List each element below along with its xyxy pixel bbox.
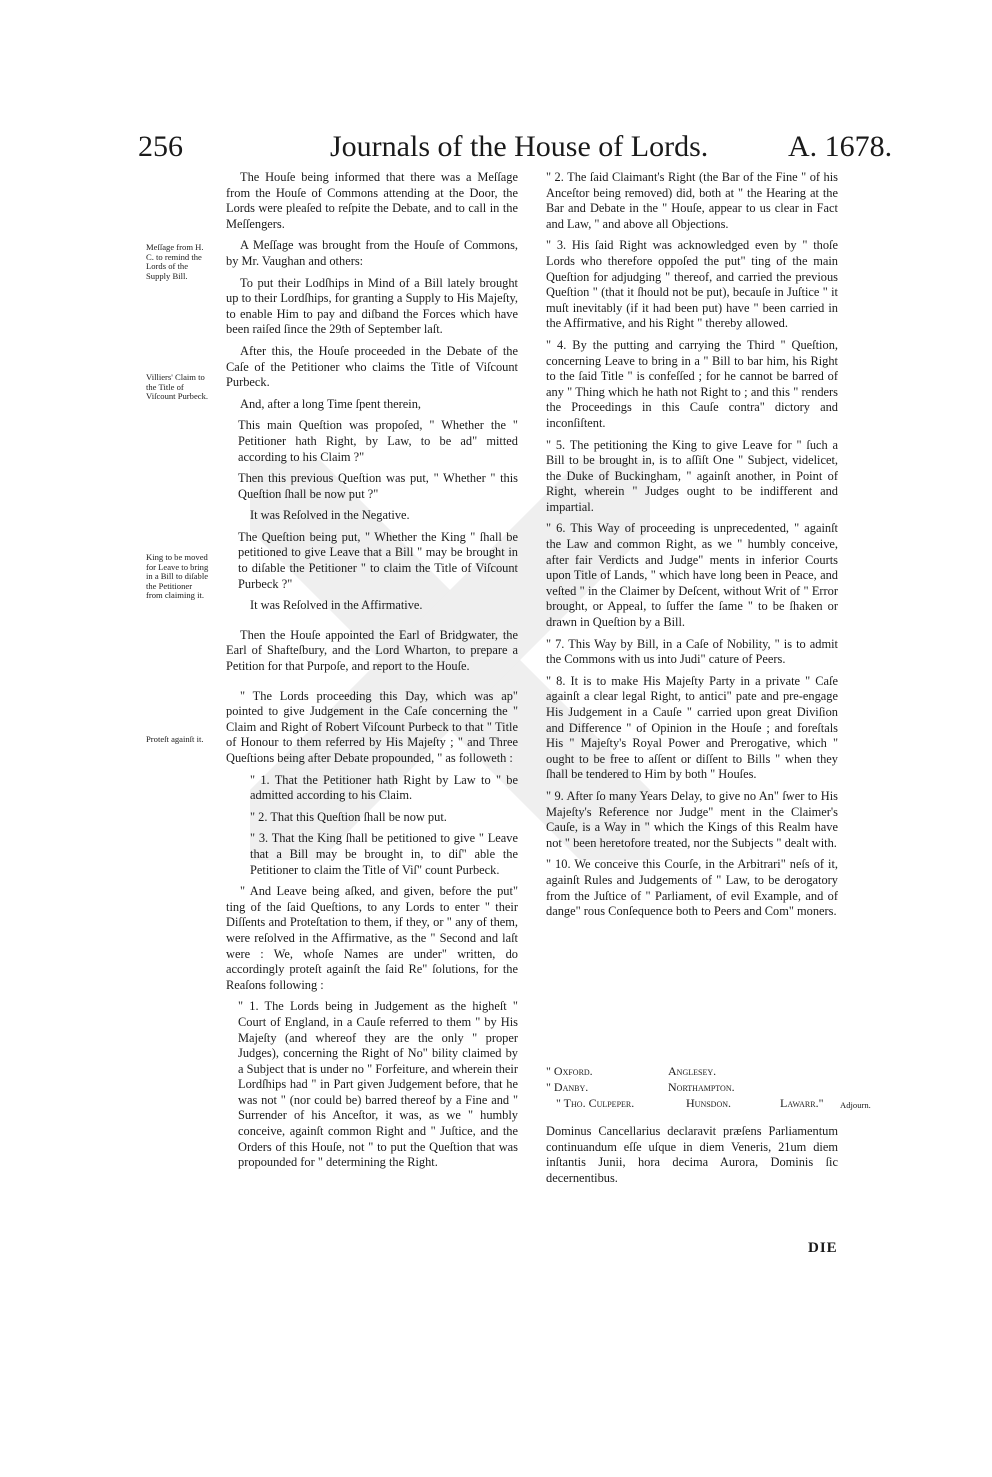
margin-note: King to be moved for Leave to bring in a Bill to diſable the Petitioner from claiming it. bbox=[146, 552, 209, 601]
margin-note: Proteſt againſt it. bbox=[146, 734, 204, 744]
page-title: Journals of the House of Lords. bbox=[330, 130, 709, 163]
paragraph: " 1. That the Petitioner hath Right by Law to " be admitted according to his Claim. bbox=[250, 772, 518, 803]
left-column bbox=[226, 170, 518, 1177]
signature: " Tho. Culpeper. bbox=[556, 1096, 635, 1110]
paragraph: " 5. The petitioning the King to give Leave for " ſuch a Bill to be brought in, is to aſſiſt One " Subject, videlicet, the Duke of Buckingham, " againſt another, in Point of Right, wherein " Judges ought to be indifferent and impartial. bbox=[546, 437, 838, 514]
paragraph: " 3. His ſaid Right was acknowledged even by " thoſe Lords who therefore oppoſed the put" ting of the main Queſtion for adjudging " thereof, and carried the previous Queſtion " (that it ſhould not be put), becauſe in Juſtice " it muſt inevitably (if it had been put) have " been carried in the Affirmative, and his Right " thereby allowed. bbox=[546, 238, 838, 331]
paragraph: It was Reſolved in the Affirmative. bbox=[250, 598, 423, 613]
paragraph: To put their Lodſhips in Mind of a Bill lately brought up to their Lordſhips, for granting a Supply to His Majeſty, to enable Him to pay and diſband the Forces which have been raiſed ſince the 29th of September laſt. bbox=[226, 275, 518, 337]
year: A. 1678. bbox=[788, 130, 893, 163]
right-column bbox=[546, 170, 838, 926]
paragraph: " 10. We conceive this Courſe, in the Arbitrari" neſs of it, againſt Rules and Judgements of " Law, to be derogatory from the Juſtice of " Parliament, of evil Example, and of dange" rous Conſequence both to Peers and Com" moners. bbox=[546, 857, 838, 919]
paragraph: " 2. That this Queſtion ſhall be now put. bbox=[250, 809, 447, 824]
paragraph: Then the Houſe appointed the Earl of Bridgwater, the Earl of Shafteſbury, and the Lord Wharton, to prepare a Petition for that Purpoſe, and report to the Houſe. bbox=[226, 627, 518, 674]
signature: Hunsdon. bbox=[686, 1096, 732, 1110]
paragraph: " 4. By the putting and carrying the Third " Queſtion, concerning Leave to bring in a " Bill to bar him, his Right to the ſaid Title " is confeſſed ; for he cannot be barred of any " Thing which he hath not Right to ; and this " renders the Proceedings in this Cauſe contra" dictory and inconſiſtent. bbox=[546, 337, 838, 430]
paragraph: A Meſſage was brought from the Houſe of Commons, by Mr. Vaughan and others: bbox=[226, 238, 518, 268]
catchword: DIE bbox=[808, 1240, 838, 1256]
signature: Northampton. bbox=[668, 1080, 735, 1094]
signature: Anglesey. bbox=[668, 1064, 717, 1078]
paragraph: After this, the Houſe proceeded in the Debate of the Caſe of the Petitioner who claims the Title of Viſcount Purbeck. bbox=[226, 343, 518, 390]
paragraph: " 8. It is to make His Majeſty Party in a private " Caſe againſt a clear legal Right, to antici" pate and pre-engage His Judgement in a Cauſe " carried upon great Diviſion and Difference " of Opinion in the Houſe ; and foreſtals His " Majeſty's Royal Power and Prerogative, which " ought to be free to aſſent or diſſent to Bills " when they ſhall be tendered to Him by both " Houſes. bbox=[546, 673, 838, 782]
paragraph: " 9. After ſo many Years Delay, to give no An" ſwer to His Majeſty's Reference nor Judge" ment in the Claimer's Cauſe, is a Way in " which the Kings of this Realm have not " been heretofore treated, nor the Subjects " dealt with. bbox=[546, 788, 838, 850]
margin-note: Villiers' Claim to the Title of Viſcount Purbeck. bbox=[146, 372, 209, 402]
paragraph: The Queſtion being put, " Whether the King " ſhall be petitioned to give Leave that a Bill " may be brought in to diſable the Petitioner " to claim the Title of Viſcount Purbeck ?" bbox=[238, 529, 518, 591]
paragraph: " 3. That the King ſhall be petitioned to give " Leave that a Bill may be brought in, to diſ" able the Petitioner to claim the Title of Viſ" count Purbeck. bbox=[250, 831, 518, 877]
margin-note: Adjourn. bbox=[840, 1100, 871, 1110]
signature: " Danby. bbox=[546, 1080, 589, 1094]
signature: " Oxford. bbox=[546, 1064, 593, 1078]
adjournment-text: Dominus Cancellarius declaravit præſens Parliamentum continuandum eſſe uſque in diem Veneris, 21um diem inſtantis Junii, hora decima Aurora, Dominis ſic decernentibus. bbox=[546, 1124, 838, 1185]
paragraph: " And Leave being aſked, and given, before the put" ting of the ſaid Queſtions, to any Lords to enter " their Diſſents and Proteſtation to them, if they, or " any of them, were reſolved in the Affirmative, as the " Second and laſt were : We, whoſe Names are under" written, do accordingly proteſt againſt the ſaid Re" ſolutions, for the Reaſons following : bbox=[226, 884, 518, 992]
paragraph: Then this previous Queſtion was put, " Whether " this Queſtion ſhall be now put ?" bbox=[238, 471, 518, 501]
paragraph: " 1. The Lords being in Judgement as the higheſt " Court of England, in a Cauſe referred to them " by His Majeſty (and whereof they are the only " proper Judges), concerning the Right of No" bility claimed by a Subject that is under no " Forfeiture, and wherein their Lordſhips had " in Part given Judgement before, that he was not " (nor could be) barred thereof by a Fine and " Surrender of his Anceſtor, it was, as we " humbly conceive, againſt common Right and " Juſtice, and the Orders of this Houſe, not " to put the Queſtion that was propounded for " determining the Right. bbox=[238, 999, 518, 1170]
paragraph: " The Lords proceeding this Day, which was ap" pointed to give Judgement in the Caſe concerning the " Claim and Right of Robert Viſcount Purbeck to that " Title of Honour to them referred by His Majeſty ; " and Three Queſtions being after Debate propounded, " as followeth : bbox=[226, 688, 518, 765]
paragraph: " 6. This Way of proceeding is unprecedented, " againſt the Law and common Right, as we " humbly conceive, after fair Verdicts and Judge" ments in inferior Courts upon Title of Lands, " which have long been in Peace, and veſted " in the Claimer by Deſcent, without Writ of " Error brought, or Appeal, to ſuffer the ſame " to be ſhaken or drawn in Queſtion by a Bill. bbox=[546, 521, 838, 630]
paragraph: " 2. The ſaid Claimant's Right (the Bar of the Fine " of his Anceſtor being removed) did, both at " the Hearing at the Bar and Debate in the " Houſe, appear to us clear in Fact and Law, " and above all Objections. bbox=[546, 170, 838, 231]
paragraph: And, after a long Time ſpent therein, bbox=[240, 396, 422, 411]
paragraph: " 7. This Way by Bill, in a Caſe of Nobility, " is to admit the Commons with us into Judi" cature of Peers. bbox=[546, 636, 838, 667]
paragraph: This main Queſtion was propoſed, " Whether the " Petitioner hath Right, by Law, to be ad" mitted according to his Claim ?" bbox=[238, 418, 518, 464]
margin-note: Meſſage from H. C. to remind the Lords of the Supply Bill. bbox=[146, 242, 204, 281]
page-number: 256 bbox=[138, 130, 183, 163]
signature: Lawarr." bbox=[780, 1096, 824, 1110]
paragraph: It was Reſolved in the Negative. bbox=[250, 508, 410, 523]
paragraph: The Houſe being informed that there was a Meſſage from the Houſe of Commons attending at the Door, the Lords were pleaſed to reſpite the Debate, and to call in the Meſſengers. bbox=[226, 170, 518, 231]
